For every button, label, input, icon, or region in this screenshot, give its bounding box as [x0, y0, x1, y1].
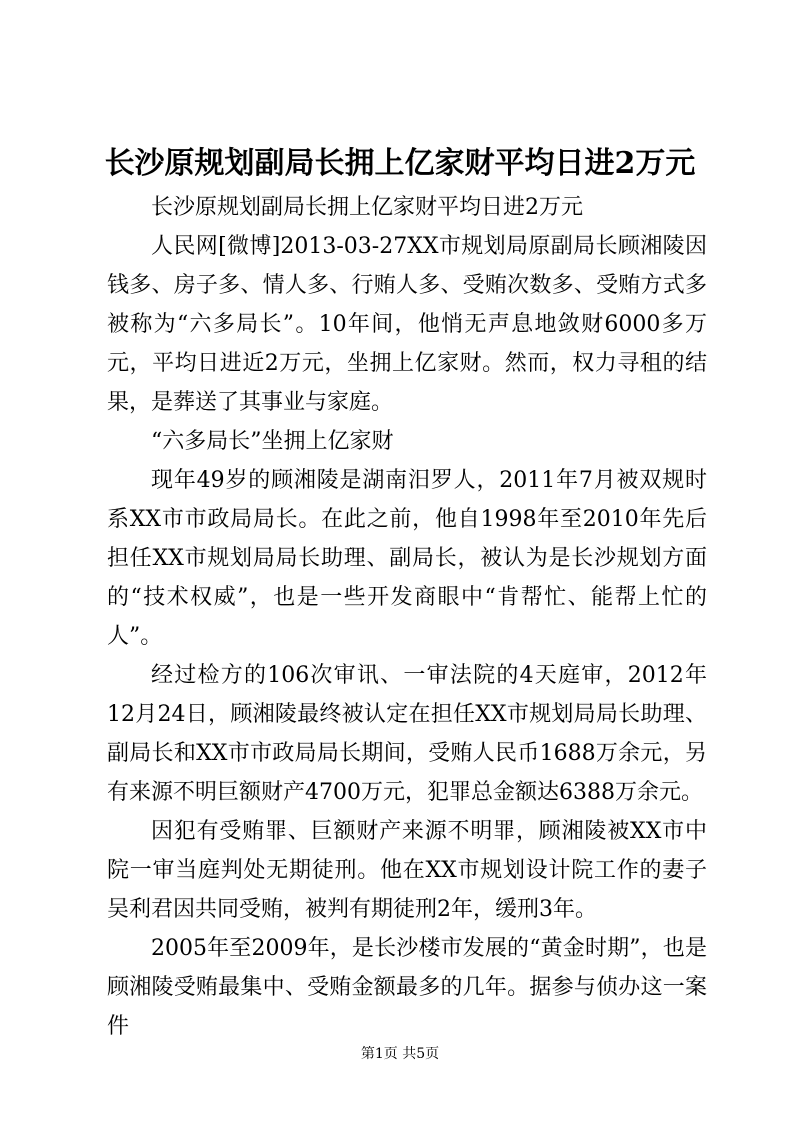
- document-title: 长沙原规划副局长拥上亿家财平均日进2万元: [104, 146, 696, 181]
- page-footer: 第1页 共5页: [360, 1046, 440, 1062]
- paragraph-sentence: 因犯有受贿罪、巨额财产来源不明罪，顾湘陵被XX市中院一审当庭判处无期徒刑。他在XX市规划设计院工作的妻子吴利君因共同受贿，被判有期徒刑2年，缓刑3年。: [107, 819, 707, 922]
- document-body: [107, 188, 707, 1046]
- paragraph-verdict-amount: 经过检方的106次审讯、一审法院的4天庭审，2012年12月24日，顾湘陵最终被认定在担任XX市规划局局长助理、副局长和XX市市政局局长期间，受贿人民币1688万余元，另有来源不明巨额财产4700万元，犯罪总金额达6388万余元。: [107, 663, 707, 805]
- paragraph-background: 现年49岁的顾湘陵是湖南汨罗人，2011年7月被双规时系XX市市政局局长。在此之前，他自1998年至2010年先后担任XX市规划局局长助理、副局长，被认为是长沙规划方面的“技术权威”，也是一些开发商眼中“肯帮忙、能帮上忙的人”。: [107, 468, 707, 649]
- paragraph-golden-period: 2005年至2009年，是长沙楼市发展的“黄金时期”，也是顾湘陵受贿最集中、受贿金额最多的几年。据参与侦办这一案件: [107, 936, 707, 1039]
- paragraph-intro: 人民网[微博]2013-03-27XX市规划局原副局长顾湘陵因钱多、房子多、情人多、行贿人多、受贿次数多、受贿方式多被称为“六多局长”。10年间，他悄无声息地敛财6000多万元，平均日进近2万元，坐拥上亿家财。然而，权力寻租的结果，是葬送了其事业与家庭。: [107, 234, 707, 415]
- paragraph-subtitle: 长沙原规划副局长拥上亿家财平均日进2万元: [151, 195, 583, 220]
- section-heading: “六多局长”坐拥上亿家财: [151, 429, 394, 454]
